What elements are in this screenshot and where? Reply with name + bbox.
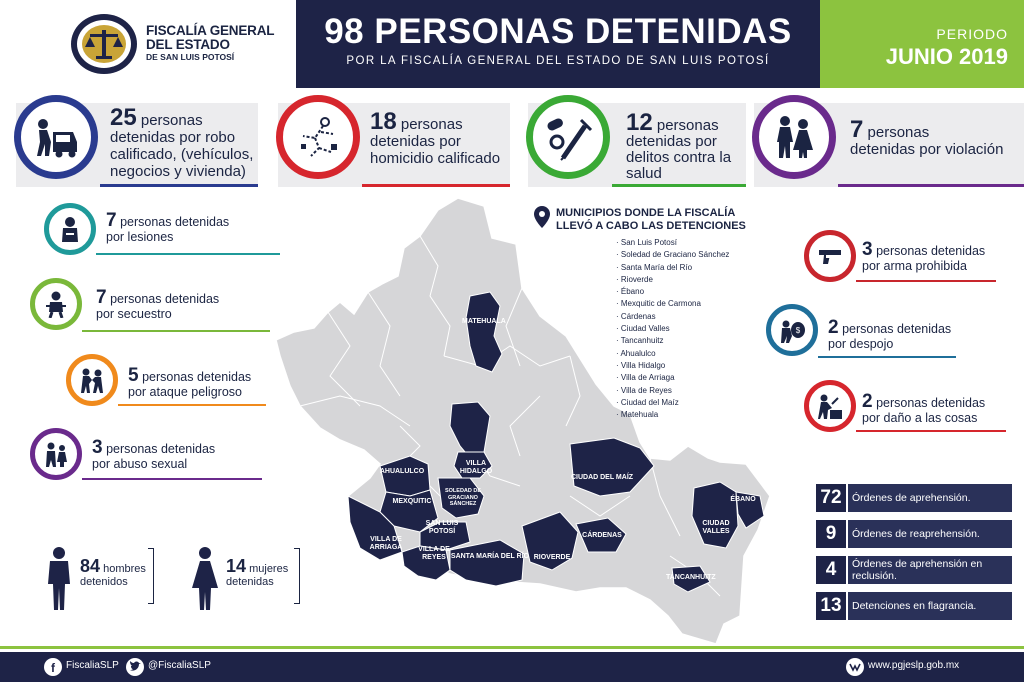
men-stat: [44, 546, 164, 610]
robbery-ring: [14, 95, 98, 179]
municipios-heading-line2: LLEVÓ A CABO LAS DETENCIONES: [556, 220, 746, 232]
dispossession-number: 2: [828, 317, 839, 338]
list-item: · Villa de Reyes: [616, 385, 729, 397]
homicide-text-c: homicidio calificado: [370, 150, 501, 167]
org-subtitle: DE SAN LUIS POTOSÍ: [146, 52, 235, 62]
kidnapping-text-a: personas detenidas: [110, 292, 220, 306]
women-text-a: mujeres: [249, 563, 289, 575]
robbery-number: 25: [110, 104, 137, 131]
list-item: · Rioverde: [616, 274, 729, 286]
homicide-underline: [362, 184, 510, 187]
map-label-ciudad-valles: CIUDAD VALLES: [702, 520, 730, 535]
map-label-matehuala: MATEHUALA: [462, 318, 506, 325]
website-link[interactable]: www.pgjeslp.gob.mx: [868, 660, 960, 671]
abuse-text-b: por abuso sexual: [92, 457, 188, 471]
health-ring: [526, 95, 610, 179]
left-item-abuse: [30, 428, 240, 482]
robbery-text-a: personas: [140, 112, 203, 129]
weapon-circle: [804, 230, 856, 282]
kidnapping-text: [96, 287, 220, 322]
map-label-arriaga: VILLA DE ARRIAGA: [369, 536, 403, 551]
women-text-b: detenidas: [226, 576, 274, 588]
kidnapping-number: 7: [96, 287, 107, 308]
right-item-damage: [804, 380, 1014, 434]
robbery-text-b: detenidas por robo: [110, 129, 236, 146]
injuries-number: 7: [106, 210, 117, 231]
injuries-text-b: por lesiones: [106, 230, 174, 244]
order-label: Órdenes de reaprehensión.: [848, 520, 1012, 548]
list-item: · Matehuala: [616, 409, 729, 421]
kidnapping-text-b: por secuestro: [96, 307, 172, 321]
list-item: · Cárdenas: [616, 311, 729, 323]
order-number: 9: [816, 520, 846, 548]
kidnapping-icon: [42, 290, 70, 318]
injuries-circle: [44, 203, 96, 255]
violation-text: [850, 116, 1024, 158]
homicide-text-b: detenidas por: [370, 133, 461, 150]
twitter-link[interactable]: @FiscaliaSLP: [148, 660, 211, 671]
list-item: · Villa de Arriaga: [616, 372, 729, 384]
health-text-a: personas: [656, 117, 719, 134]
men-bracket: [148, 548, 154, 604]
attack-icon: [78, 366, 106, 394]
category-health: [528, 103, 746, 187]
dispossession-line: [818, 356, 956, 358]
order-label: Detenciones en flagrancia.: [848, 592, 1012, 620]
period-value: JUNIO 2019: [885, 44, 1008, 69]
category-homicide: [278, 103, 510, 187]
attack-text-b: por ataque peligroso: [128, 385, 242, 399]
svg-text:f: f: [51, 661, 55, 675]
men-text-b: detenidos: [80, 576, 128, 588]
seal-logo-icon: [68, 12, 140, 76]
period-box: [820, 0, 1024, 88]
robbery-text-d: negocios y vivienda): [110, 163, 246, 180]
robbery-text-c: calificado, (vehículos,: [110, 146, 254, 163]
damage-icon: [816, 392, 844, 420]
svg-text:$: $: [795, 326, 801, 335]
list-item: · San Luis Potosí: [616, 237, 729, 249]
map-label-tancanhuitz: TANCANHUITZ: [666, 574, 716, 581]
map-label-mexquitic: MEXQUITIC: [392, 498, 432, 505]
weapon-text: [862, 239, 986, 274]
damage-text-b: por daño a las cosas: [862, 411, 978, 425]
women-number: 14: [226, 556, 247, 576]
dispossession-text-b: por despojo: [828, 337, 894, 351]
damage-text-a: personas detenidas: [876, 396, 986, 410]
dispossession-text: [828, 317, 952, 352]
header-title-area: [296, 0, 820, 88]
weapon-text-b: por arma prohibida: [862, 259, 967, 273]
list-item: · Soledad de Graciano Sánchez: [616, 249, 729, 261]
injuries-text-a: personas detenidas: [120, 215, 230, 229]
list-item: · Santa María del Río: [616, 262, 729, 274]
attack-text-a: personas detenidas: [142, 370, 252, 384]
abuse-circle: [30, 428, 82, 480]
right-item-dispossession: [766, 304, 996, 358]
location-pin-icon: [534, 206, 550, 228]
map-label-rioverde: RIOVERDE: [533, 554, 571, 561]
web-icon[interactable]: [846, 658, 864, 676]
homicide-ring: [276, 95, 360, 179]
kidnapping-line: [82, 330, 270, 332]
footer: [0, 652, 1024, 682]
period-label: PERIODO: [936, 26, 1008, 42]
men-text: [80, 556, 146, 589]
facebook-link[interactable]: FiscaliaSLP: [66, 660, 119, 671]
violation-number: 7: [850, 116, 864, 143]
org-title-line2: DEL ESTADO: [146, 37, 230, 52]
map-label-santa-maria: SANTA MARÍA DEL RÍO: [450, 553, 530, 560]
order-number: 4: [816, 556, 846, 584]
abuse-text-a: personas detenidas: [106, 442, 216, 456]
women-bracket: [294, 548, 300, 604]
attack-line: [118, 404, 266, 406]
homicide-icon: [293, 112, 343, 162]
map-label-slp: SAN LUIS POTOSÍ: [425, 520, 459, 535]
left-item-injuries: [44, 203, 244, 257]
damage-number: 2: [862, 391, 873, 412]
order-label: Órdenes de aprehensión en reclusión.: [848, 556, 1012, 584]
twitter-icon[interactable]: [126, 658, 144, 676]
damage-text: [862, 391, 986, 426]
dispossession-text-a: personas detenidas: [842, 322, 952, 336]
health-text-d: salud: [626, 165, 662, 182]
injuries-line: [96, 253, 280, 255]
left-item-kidnapping: [30, 278, 240, 332]
weapon-text-a: personas detenidas: [876, 244, 986, 258]
injuries-text: [106, 210, 230, 245]
header-logo-area: [0, 0, 296, 88]
robbery-icon: [31, 112, 81, 162]
weapon-line: [856, 280, 996, 282]
violation-underline: [838, 184, 1024, 187]
abuse-line: [82, 478, 262, 480]
health-text-b: detenidas por: [626, 133, 717, 150]
drugs-icon: [543, 112, 593, 162]
map-label-cardenas: CÁRDENAS: [582, 532, 622, 539]
list-item: · Ciudad del Maíz: [616, 397, 729, 409]
man-icon: [44, 546, 74, 610]
homicide-number: 18: [370, 108, 397, 135]
women-stat: [190, 546, 320, 610]
municipios-list: [616, 237, 729, 421]
men-text-a: hombres: [103, 563, 146, 575]
attack-number: 5: [128, 365, 139, 386]
attack-text: [128, 365, 252, 400]
page-subtitle: POR LA FISCALÍA GENERAL DEL ESTADO DE SAN LUIS POTOSÍ: [346, 55, 770, 67]
abuse-number: 3: [92, 437, 103, 458]
list-item: · Ahualulco: [616, 348, 729, 360]
health-number: 12: [626, 109, 653, 136]
violation-text-a: personas: [867, 124, 930, 141]
weapon-number: 3: [862, 239, 873, 260]
dispossession-icon: [778, 316, 806, 344]
homicide-text-a: personas: [400, 116, 463, 133]
attack-circle: [66, 354, 118, 406]
abuse-icon: [42, 440, 70, 468]
robbery-text: [110, 104, 258, 180]
map-label-ebano: ÉBANO: [730, 496, 756, 503]
injuries-icon: [56, 215, 84, 243]
violation-text-b: detenidas por violación: [850, 141, 1004, 158]
page-title: 98 PERSONAS DETENIDAS: [324, 12, 792, 51]
men-number: 84: [80, 556, 101, 576]
facebook-icon[interactable]: [44, 658, 62, 676]
map-label-ahualulco: AHUALULCO: [379, 468, 425, 475]
map-label-villa-hidalgo: VILLA HIDALGO: [459, 460, 493, 475]
health-text-c: delitos contra la: [626, 149, 732, 166]
map-label-reyes: VILLA DE REYES: [418, 546, 450, 561]
list-item: · Ciudad Valles: [616, 323, 729, 335]
map-label-soledad: SOLEDAD DE GRACIANO SÁNCHEZ: [444, 488, 482, 507]
woman-icon: [190, 546, 220, 610]
municipios-heading-line1: MUNICIPIOS DONDE LA FISCALÍA: [556, 207, 736, 219]
health-underline: [612, 184, 746, 187]
municipios-heading: [556, 207, 746, 233]
kidnapping-circle: [30, 278, 82, 330]
weapon-icon: [816, 242, 844, 270]
category-violation: [754, 103, 1024, 187]
damage-line: [856, 430, 1006, 432]
category-robbery: [16, 103, 258, 187]
right-item-weapon: [804, 230, 1014, 284]
list-item: · Ébano: [616, 286, 729, 298]
org-title: [146, 24, 274, 52]
women-text: [226, 556, 289, 589]
order-label: Órdenes de aprehensión.: [848, 484, 1012, 512]
list-item: · Tancanhuitz: [616, 335, 729, 347]
map-label-ciudad-maiz: CIUDAD DEL MAÍZ: [570, 474, 634, 481]
left-item-attack: [66, 354, 266, 408]
list-item: · Villa Hidalgo: [616, 360, 729, 372]
abuse-text: [92, 437, 216, 472]
robbery-underline: [100, 184, 258, 187]
order-number: 72: [816, 484, 846, 512]
violation-icon: [769, 112, 819, 162]
list-item: · Mexquitic de Carmona: [616, 298, 729, 310]
order-number: 13: [816, 592, 846, 620]
org-title-line1: FISCALÍA GENERAL: [146, 23, 275, 38]
homicide-text: [370, 108, 510, 167]
violation-ring: [752, 95, 836, 179]
health-text: [626, 109, 746, 182]
damage-circle: [804, 380, 856, 432]
